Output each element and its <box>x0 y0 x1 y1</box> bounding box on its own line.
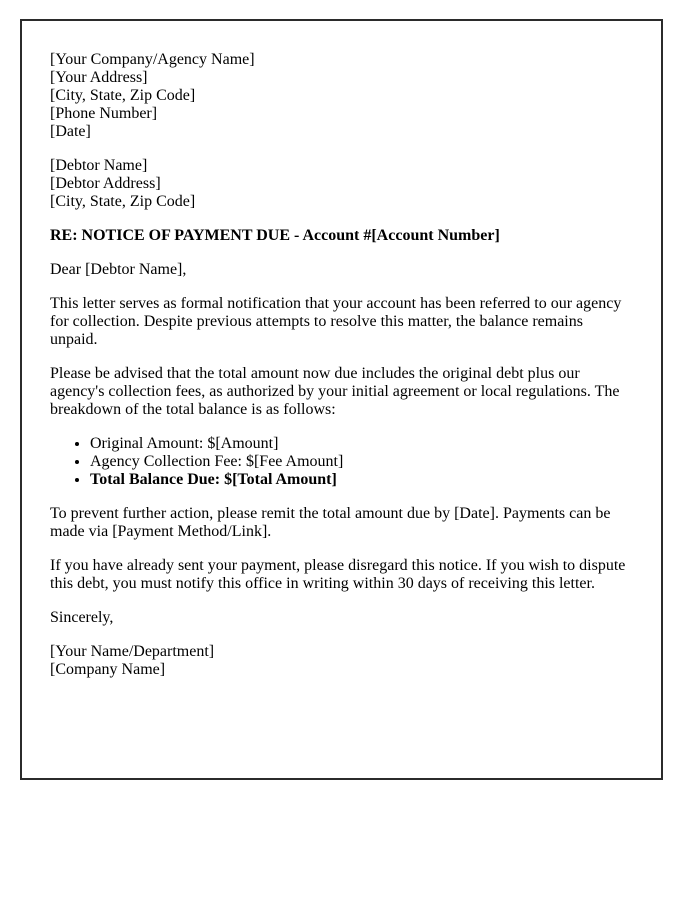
paragraph-balance-breakdown-intro: Please be advised that the total amount now due includes the original debt plus our agency's collection fees, as authorized by your initial agreement or local regulations. The breakdown of the total balance is as follows: <box>50 365 620 418</box>
closing: Sincerely, <box>50 609 114 626</box>
recipient-name-line: [Debtor Name] <box>50 157 148 174</box>
sender-date-line: [Date] <box>50 123 91 140</box>
letter-container <box>20 19 663 780</box>
paragraph-remit-instructions: To prevent further action, please remit the total amount due by [Date]. Payments can be made via [Payment Method/Link]. <box>50 505 611 540</box>
list-item-original-amount: • Original Amount: $[Amount] <box>90 435 633 453</box>
subject-line: RE: NOTICE OF PAYMENT DUE - Account #[Account Number] <box>50 227 500 244</box>
sender-company-line: [Your Company/Agency Name] <box>50 51 255 68</box>
recipient-city-line: [City, State, Zip Code] <box>50 193 196 210</box>
list-item-collection-fee: • Agency Collection Fee: $[Fee Amount] <box>90 453 633 471</box>
recipient-block <box>50 157 633 211</box>
list-item-total-balance-due: • Total Balance Due: $[Total Amount] <box>90 471 633 489</box>
signature-name-line: [Your Name/Department] <box>50 643 215 660</box>
sender-block <box>50 51 633 141</box>
paragraph-dispute-notice: If you have already sent your payment, please disregard this notice. If you wish to dispute this debt, you must notify this office in writing within 30 days of receiving this letter. <box>50 557 626 592</box>
sender-phone-line: [Phone Number] <box>50 105 158 122</box>
signature-block <box>50 643 633 679</box>
balance-breakdown-list <box>50 435 633 489</box>
paragraph-notification: This letter serves as formal notification that your account has been referred to our agency for collection. Despite previous attempts to resolve this matter, the balance remains unpaid. <box>50 295 622 348</box>
sender-city-line: [City, State, Zip Code] <box>50 87 196 104</box>
salutation: Dear [Debtor Name], <box>50 261 187 278</box>
sender-address-line: [Your Address] <box>50 69 148 86</box>
signature-company-line: [Company Name] <box>50 661 166 678</box>
recipient-address-line: [Debtor Address] <box>50 175 161 192</box>
